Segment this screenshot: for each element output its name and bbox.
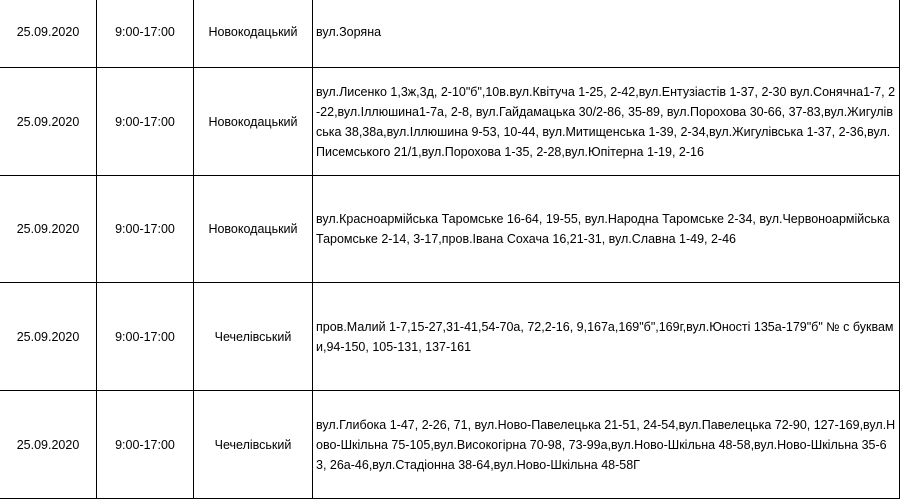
table-row	[0, 68, 900, 176]
streets-cell: вул.Глибока 1-47, 2-26, 71, вул.Ново-Павелецька 21-51, 24-54,вул.Павелецька 72-90, 127-169,вул.Ново-Шкільна 75-105,вул.Високогірна 70-98, 73-99а,вул.Ново-Шкільна 48-58,вул.Ново-Шкільна 35-63, 26а-46,вул.Стадіонна 38-64,вул.Ново-Шкільна 48-58Г	[313, 391, 900, 499]
streets-cell: вул.Зоряна	[313, 0, 900, 68]
time-cell: 9:00-17:00	[97, 0, 194, 68]
district-cell: Новокодацький	[194, 176, 313, 283]
table-row	[0, 283, 900, 391]
table-row	[0, 391, 900, 499]
streets-cell: вул.Красноармійська Таромське 16-64, 19-55, вул.Народна Таромське 2-34, вул.Червоноармійська Таромське 2-14, 3-17,пров.Івана Сохача 16,21-31, вул.Славна 1-49, 2-46	[313, 176, 900, 283]
district-cell: Новокодацький	[194, 0, 313, 68]
streets-cell: пров.Малий 1-7,15-27,31-41,54-70а, 72,2-16, 9,167а,169"б",169г,вул.Юності 135а-179"б" № с буквами,94-150, 105-131, 137-161	[313, 283, 900, 391]
time-cell: 9:00-17:00	[97, 176, 194, 283]
date-cell: 25.09.2020	[0, 176, 97, 283]
district-cell: Новокодацький	[194, 68, 313, 176]
date-cell: 25.09.2020	[0, 283, 97, 391]
table-row	[0, 176, 900, 283]
time-cell: 9:00-17:00	[97, 283, 194, 391]
district-cell: Чечелівський	[194, 391, 313, 499]
date-cell: 25.09.2020	[0, 68, 97, 176]
district-cell: Чечелівський	[194, 283, 313, 391]
time-cell: 9:00-17:00	[97, 391, 194, 499]
date-cell: 25.09.2020	[0, 391, 97, 499]
table-row	[0, 0, 900, 68]
streets-cell: вул.Лисенко 1,3ж,3д, 2-10"б",10в.вул.Квітуча 1-25, 2-42,вул.Ентузіастів 1-37, 2-30 вул.Сонячна1-7, 2-22,вул.Іллюшина1-7а, 2-8, вул.Гайдамацька 30/2-86, 35-89, вул.Порохова 30-66, 37-83,вул.Жигулівська 38,38а,вул.Іллюшина 9-53, 10-44, вул.Митищенська 1-39, 2-34,вул.Жигулівська 1-37, 2-36,вул.Писемського 21/1,вул.Порохова 1-35, 2-28,вул.Юпітерна 1-19, 2-16	[313, 68, 900, 176]
date-cell: 25.09.2020	[0, 0, 97, 68]
time-cell: 9:00-17:00	[97, 68, 194, 176]
